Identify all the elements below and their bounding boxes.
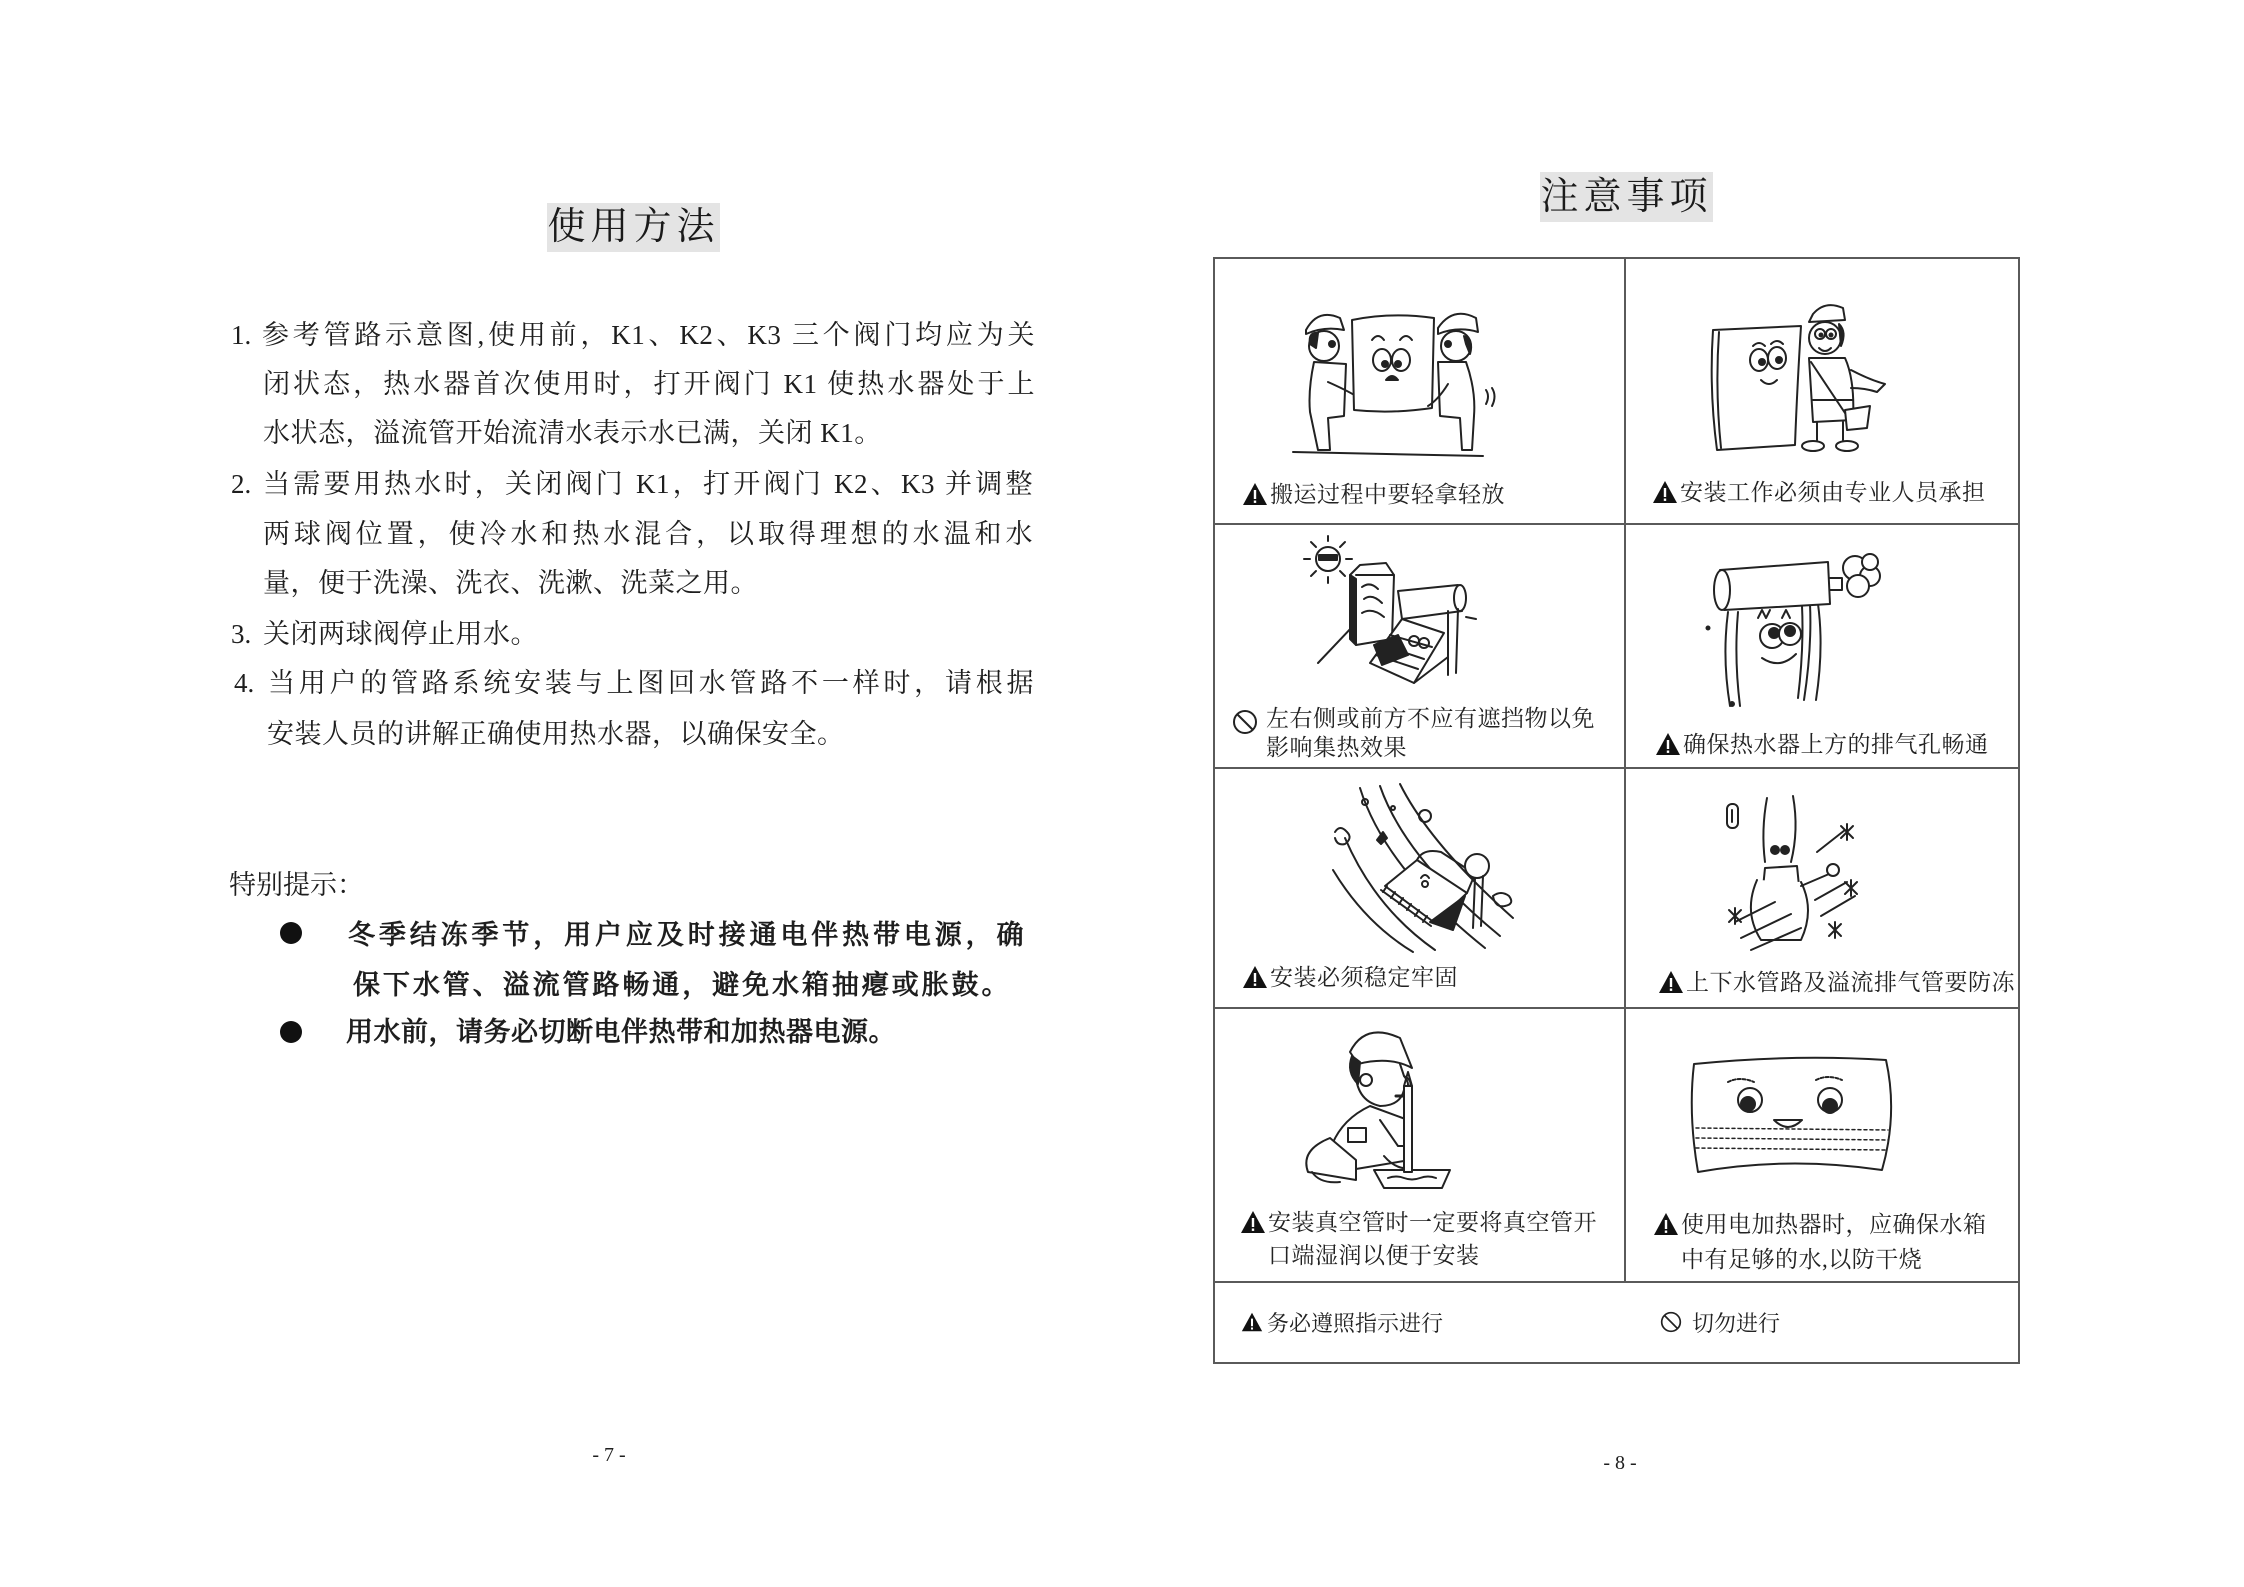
step-text-line: 水状态，溢流管开始流清水表示水已满，关闭 K1。 xyxy=(263,418,882,448)
warning-triangle-icon xyxy=(1242,964,1268,997)
caption-line: 使用电加热器时，应确保水箱 xyxy=(1681,1212,1987,1237)
installer-with-panel-illustration xyxy=(1705,300,1905,460)
water-tank-face-illustration xyxy=(1688,1052,1903,1177)
special-note-line: 冬季结冻季节，用户应及时接通电伴热带电源，确 xyxy=(348,920,1024,950)
table-column-divider xyxy=(1624,257,1626,1283)
precaution-caption xyxy=(1658,969,2015,1002)
legend-label: 切勿进行 xyxy=(1692,1310,1781,1336)
warning-triangle-icon xyxy=(1241,1311,1263,1333)
step-text-line: 安装人员的讲解正确使用热水器，以确保安全。 xyxy=(267,719,845,749)
table-row-divider xyxy=(1213,1281,2020,1283)
special-note-line: 保下水管、溢流管路畅通，避免水箱抽瘪或胀鼓。 xyxy=(353,970,1009,1000)
table-row-divider xyxy=(1213,523,2020,525)
caption-line: 安装真空管时一定要将真空管开 xyxy=(1268,1210,1597,1235)
table-row-divider xyxy=(1213,1007,2020,1009)
legend-must-follow xyxy=(1241,1307,1443,1337)
warning-triangle-icon xyxy=(1658,969,1684,1002)
caption-line: 上下水管路及溢流排气管要防冻 xyxy=(1686,970,2015,995)
workers-carrying-panel-illustration xyxy=(1288,300,1513,460)
caption-line: 影响集热效果 xyxy=(1266,735,1407,760)
warning-triangle-icon xyxy=(1652,479,1678,512)
step-text-line: 两球阀位置，使冷水和热水混合，以取得理想的水温和水 xyxy=(263,519,1033,549)
step-text-line: 当用户的管路系统安装与上图回水管路不一样时，请根据 xyxy=(268,668,1034,698)
step-text-line: 参考管路示意图,使用前，K1、K2、K3 三个阀门均应为关 xyxy=(262,320,1035,350)
bullet-icon xyxy=(280,922,302,944)
step-text-line: 当需要用热水时，关闭阀门 K1，打开阀门 K2、K3 并调整 xyxy=(263,469,1033,499)
step-text-line: 闭状态，热水器首次使用时，打开阀门 K1 使热水器处于上 xyxy=(263,369,1035,399)
page-title-precautions: 注意事项 xyxy=(1540,172,1713,222)
prohibition-icon xyxy=(1660,1311,1682,1333)
step-number: 3. xyxy=(231,619,252,649)
caption-line: 安装必须稳定牢固 xyxy=(1270,965,1458,990)
table-row-divider xyxy=(1213,767,2020,769)
warning-triangle-icon xyxy=(1242,481,1268,514)
precaution-caption xyxy=(1653,1207,1987,1277)
step-text-line: 关闭两球阀停止用水。 xyxy=(263,619,538,649)
precaution-caption xyxy=(1242,964,1458,997)
warning-triangle-icon xyxy=(1240,1209,1266,1244)
special-note-line: 用水前，请务必切断电伴热带和加热器电源。 xyxy=(346,1017,896,1047)
tank-venting-steam-illustration xyxy=(1700,548,1890,708)
caption-line: 确保热水器上方的排气孔畅通 xyxy=(1683,732,1989,757)
caption-line: 中有足够的水,以防干烧 xyxy=(1681,1247,1923,1272)
installer-wetting-tube-illustration xyxy=(1300,1020,1475,1190)
step-number: 2. xyxy=(231,469,252,499)
step-text-line: 量，便于洗澡、洗衣、洗漱、洗菜之用。 xyxy=(263,568,758,598)
bullet-icon xyxy=(280,1021,302,1043)
warning-triangle-icon xyxy=(1655,731,1681,764)
special-notes-heading: 特别提示： xyxy=(229,870,364,900)
caption-line: 安装工作必须由专业人员承担 xyxy=(1680,480,1986,505)
page-number-left: - 7 - xyxy=(592,1444,626,1466)
step-number: 4. xyxy=(234,668,255,698)
caption-line: 左右侧或前方不应有遮挡物以免 xyxy=(1266,706,1595,731)
heater-shaded-by-building-illustration xyxy=(1298,535,1483,690)
page-number-right: - 8 - xyxy=(1603,1452,1637,1474)
legend-label: 务必遵照指示进行 xyxy=(1267,1310,1444,1336)
precaution-caption xyxy=(1240,1206,1597,1272)
warning-triangle-icon xyxy=(1653,1211,1679,1247)
precaution-caption xyxy=(1655,731,1989,764)
precaution-caption xyxy=(1652,479,1986,512)
heater-on-roof-illustration xyxy=(1325,778,1525,953)
step-number: 1. xyxy=(231,320,252,350)
precaution-caption xyxy=(1232,704,1595,762)
caption-line: 口端湿润以便于安装 xyxy=(1268,1243,1480,1268)
prohibition-icon xyxy=(1232,709,1258,742)
frozen-pipes-figure-illustration xyxy=(1705,790,1880,955)
caption-line: 搬运过程中要轻拿轻放 xyxy=(1270,482,1505,507)
precaution-caption xyxy=(1242,481,1505,514)
legend-prohibited xyxy=(1660,1307,1780,1337)
page-title-usage: 使用方法 xyxy=(547,203,720,252)
